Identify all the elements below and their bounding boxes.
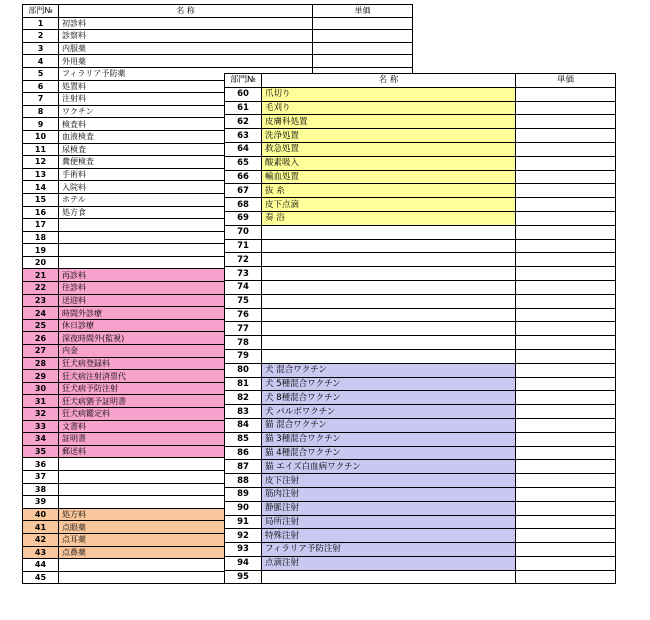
- table-row: [225, 349, 616, 363]
- price-cell: [516, 363, 616, 377]
- price-cell: [516, 101, 616, 115]
- table-row: [225, 377, 616, 391]
- dept-no-cell: 74: [225, 280, 262, 294]
- table-row: [225, 198, 616, 212]
- name-cell: [262, 253, 516, 267]
- dept-no-cell: 1: [23, 17, 59, 30]
- name-cell: 処置料: [59, 80, 313, 93]
- dept-no-cell: 73: [225, 267, 262, 281]
- table-row: [225, 239, 616, 253]
- header-price: 単価: [516, 74, 616, 88]
- name-cell: ワクチン: [59, 105, 313, 118]
- dept-no-cell: 39: [23, 496, 59, 509]
- name-cell: 狂犬病注射済票代: [59, 370, 313, 383]
- price-cell: [313, 17, 413, 30]
- table-row: [225, 184, 616, 198]
- price-cell: [516, 322, 616, 336]
- table-row: [225, 308, 616, 322]
- name-cell: 糞便検査: [59, 156, 313, 169]
- name-cell: 猫 混合ワクチン: [262, 418, 516, 432]
- name-cell: 文書料: [59, 420, 313, 433]
- name-cell: 点鼻薬: [59, 546, 313, 559]
- name-cell: 検査料: [59, 118, 313, 131]
- table-header-row: [225, 74, 616, 88]
- dept-no-cell: 5: [23, 67, 59, 80]
- name-cell: 点眼薬: [59, 521, 313, 534]
- table-row: [225, 432, 616, 446]
- dept-no-cell: 68: [225, 198, 262, 212]
- table-row: [225, 405, 616, 419]
- price-cell: [516, 432, 616, 446]
- dept-no-cell: 28: [23, 357, 59, 370]
- table-row: [225, 487, 616, 501]
- name-cell: 送迎料: [59, 294, 313, 307]
- dept-no-cell: 41: [23, 521, 59, 534]
- dept-no-cell: 90: [225, 501, 262, 515]
- name-cell: [262, 294, 516, 308]
- dept-no-cell: 85: [225, 432, 262, 446]
- table-row: [225, 322, 616, 336]
- price-cell: [516, 460, 616, 474]
- dept-no-cell: 38: [23, 483, 59, 496]
- dept-no-cell: 22: [23, 282, 59, 295]
- table-row: [225, 501, 616, 515]
- name-cell: [262, 308, 516, 322]
- price-cell: [313, 55, 413, 68]
- dept-no-cell: 29: [23, 370, 59, 383]
- dept-no-cell: 43: [23, 546, 59, 559]
- dept-no-cell: 19: [23, 244, 59, 257]
- dept-no-cell: 60: [225, 87, 262, 101]
- dept-no-cell: 69: [225, 211, 262, 225]
- name-cell: 狂犬病鑑定料: [59, 408, 313, 421]
- price-cell: [516, 543, 616, 557]
- dept-no-cell: 91: [225, 515, 262, 529]
- dept-no-cell: 12: [23, 156, 59, 169]
- table-row: [23, 55, 413, 68]
- name-cell: [262, 267, 516, 281]
- dept-no-cell: 62: [225, 115, 262, 129]
- table-row: [225, 253, 616, 267]
- price-cell: [516, 184, 616, 198]
- dept-no-cell: 2: [23, 30, 59, 43]
- dept-no-cell: 6: [23, 80, 59, 93]
- name-cell: 酸素吸入: [262, 156, 516, 170]
- price-cell: [516, 225, 616, 239]
- table-row: [225, 115, 616, 129]
- table-row: [225, 570, 616, 584]
- table-row: [225, 211, 616, 225]
- name-cell: 休日診療: [59, 319, 313, 332]
- table-row: [225, 225, 616, 239]
- name-cell: 手術料: [59, 168, 313, 181]
- name-cell: 局所注射: [262, 515, 516, 529]
- name-cell: 時間外診療: [59, 307, 313, 320]
- price-cell: [516, 253, 616, 267]
- name-cell: [262, 349, 516, 363]
- price-cell: [516, 129, 616, 143]
- dept-no-cell: 25: [23, 319, 59, 332]
- name-cell: 点耳薬: [59, 533, 313, 546]
- table-row: [225, 543, 616, 557]
- table-row: [23, 30, 413, 43]
- table-row: [225, 515, 616, 529]
- dept-no-cell: 13: [23, 168, 59, 181]
- price-cell: [516, 336, 616, 350]
- dept-no-cell: 26: [23, 332, 59, 345]
- name-cell: 初診料: [59, 17, 313, 30]
- name-cell: 猫 3種混合ワクチン: [262, 432, 516, 446]
- name-cell: フィラリア予防薬: [59, 67, 313, 80]
- price-cell: [516, 156, 616, 170]
- name-cell: 注射料: [59, 93, 313, 106]
- table-row: [23, 17, 413, 30]
- table-row: [225, 363, 616, 377]
- price-cell: [313, 42, 413, 55]
- table-row: [23, 42, 413, 55]
- dept-no-cell: 67: [225, 184, 262, 198]
- dept-no-cell: 75: [225, 294, 262, 308]
- header-price: 単価: [313, 5, 413, 18]
- dept-no-cell: 11: [23, 143, 59, 156]
- dept-no-cell: 7: [23, 93, 59, 106]
- header-name: 名 称: [59, 5, 313, 18]
- dept-no-cell: 72: [225, 253, 262, 267]
- dept-no-cell: 30: [23, 382, 59, 395]
- dept-no-cell: 86: [225, 446, 262, 460]
- name-cell: 入院料: [59, 181, 313, 194]
- name-cell: [262, 322, 516, 336]
- table-row: [225, 460, 616, 474]
- name-cell: 特殊注射: [262, 529, 516, 543]
- table-row: [225, 294, 616, 308]
- name-cell: [262, 225, 516, 239]
- name-cell: 点滴注射: [262, 556, 516, 570]
- dept-no-cell: 82: [225, 391, 262, 405]
- name-cell: [262, 336, 516, 350]
- table-row: [225, 280, 616, 294]
- name-cell: フィラリア予防注射: [262, 543, 516, 557]
- price-cell: [516, 529, 616, 543]
- dept-no-cell: 23: [23, 294, 59, 307]
- name-cell: 静脈注射: [262, 501, 516, 515]
- price-cell: [516, 418, 616, 432]
- dept-no-cell: 77: [225, 322, 262, 336]
- name-cell: 再診料: [59, 269, 313, 282]
- dept-no-cell: 14: [23, 181, 59, 194]
- dept-no-cell: 45: [23, 571, 59, 584]
- name-cell: 証明書: [59, 433, 313, 446]
- name-cell: 犬 パルボワクチン: [262, 405, 516, 419]
- dept-no-cell: 9: [23, 118, 59, 131]
- name-cell: 輸血処置: [262, 170, 516, 184]
- name-cell: [262, 239, 516, 253]
- name-cell: [262, 570, 516, 584]
- price-cell: [516, 515, 616, 529]
- name-cell: 内金: [59, 345, 313, 358]
- price-cell: [516, 446, 616, 460]
- table-row: [225, 87, 616, 101]
- dept-no-cell: 35: [23, 445, 59, 458]
- table-row: [225, 418, 616, 432]
- dept-no-cell: 93: [225, 543, 262, 557]
- dept-no-cell: 36: [23, 458, 59, 471]
- dept-no-cell: 20: [23, 256, 59, 269]
- name-cell: 狂犬病登録料: [59, 357, 313, 370]
- table-row: [225, 391, 616, 405]
- dept-no-cell: 18: [23, 231, 59, 244]
- dept-no-cell: 42: [23, 533, 59, 546]
- dept-no-cell: 80: [225, 363, 262, 377]
- name-cell: 猫 4種混合ワクチン: [262, 446, 516, 460]
- name-cell: 皮膚科処置: [262, 115, 516, 129]
- dept-no-cell: 44: [23, 559, 59, 572]
- name-cell: 奏 浴: [262, 211, 516, 225]
- price-cell: [516, 377, 616, 391]
- table-row: [225, 556, 616, 570]
- dept-no-cell: 84: [225, 418, 262, 432]
- dept-no-cell: 76: [225, 308, 262, 322]
- dept-no-cell: 78: [225, 336, 262, 350]
- dept-no-cell: 17: [23, 219, 59, 232]
- header-dept-no: 部門№: [225, 74, 262, 88]
- table-row: [225, 170, 616, 184]
- price-cell: [313, 30, 413, 43]
- dept-no-cell: 33: [23, 420, 59, 433]
- dept-no-cell: 3: [23, 42, 59, 55]
- name-cell: 狂犬病猶予証明書: [59, 395, 313, 408]
- name-cell: 診察料: [59, 30, 313, 43]
- price-cell: [516, 474, 616, 488]
- name-cell: 犬 混合ワクチン: [262, 363, 516, 377]
- price-cell: [516, 501, 616, 515]
- table-row: [225, 142, 616, 156]
- name-cell: 尿検査: [59, 143, 313, 156]
- department-table-2: [224, 73, 615, 584]
- price-cell: [516, 405, 616, 419]
- table-row: [225, 336, 616, 350]
- dept-no-cell: 27: [23, 345, 59, 358]
- dept-no-cell: 71: [225, 239, 262, 253]
- price-cell: [516, 487, 616, 501]
- table-header-row: [23, 5, 413, 18]
- dept-no-cell: 70: [225, 225, 262, 239]
- name-cell: 深夜時間外(監視): [59, 332, 313, 345]
- table-row: [225, 529, 616, 543]
- price-cell: [516, 294, 616, 308]
- name-cell: 筋肉注射: [262, 487, 516, 501]
- name-cell: 抜 糸: [262, 184, 516, 198]
- name-cell: ホテル: [59, 193, 313, 206]
- dept-no-cell: 10: [23, 130, 59, 143]
- name-cell: 狂犬病予防注射: [59, 382, 313, 395]
- name-cell: 内服薬: [59, 42, 313, 55]
- dept-no-cell: 66: [225, 170, 262, 184]
- dept-no-cell: 87: [225, 460, 262, 474]
- name-cell: 爪切り: [262, 87, 516, 101]
- dept-no-cell: 79: [225, 349, 262, 363]
- dept-no-cell: 21: [23, 269, 59, 282]
- name-cell: 血液検査: [59, 130, 313, 143]
- price-cell: [516, 115, 616, 129]
- table-row: [225, 474, 616, 488]
- name-cell: 外用薬: [59, 55, 313, 68]
- dept-no-cell: 8: [23, 105, 59, 118]
- name-cell: 救急処置: [262, 142, 516, 156]
- name-cell: 洗浄処置: [262, 129, 516, 143]
- price-cell: [516, 87, 616, 101]
- table-row: [225, 101, 616, 115]
- table-row: [225, 446, 616, 460]
- dept-no-cell: 64: [225, 142, 262, 156]
- dept-no-cell: 95: [225, 570, 262, 584]
- dept-no-cell: 63: [225, 129, 262, 143]
- price-cell: [516, 349, 616, 363]
- header-dept-no: 部門№: [23, 5, 59, 18]
- table-row: [225, 156, 616, 170]
- price-cell: [516, 239, 616, 253]
- price-cell: [516, 267, 616, 281]
- price-cell: [516, 198, 616, 212]
- table-row: [225, 129, 616, 143]
- price-cell: [516, 170, 616, 184]
- name-cell: 毛刈り: [262, 101, 516, 115]
- price-cell: [516, 211, 616, 225]
- dept-no-cell: 15: [23, 193, 59, 206]
- dept-no-cell: 89: [225, 487, 262, 501]
- price-cell: [516, 142, 616, 156]
- name-cell: 皮下点滴: [262, 198, 516, 212]
- name-cell: 処方料: [59, 508, 313, 521]
- price-cell: [516, 280, 616, 294]
- dept-no-cell: 65: [225, 156, 262, 170]
- price-cell: [516, 570, 616, 584]
- dept-no-cell: 61: [225, 101, 262, 115]
- name-cell: 郵送料: [59, 445, 313, 458]
- name-cell: 処方食: [59, 206, 313, 219]
- name-cell: 往診料: [59, 282, 313, 295]
- name-cell: 皮下注射: [262, 474, 516, 488]
- dept-no-cell: 88: [225, 474, 262, 488]
- dept-no-cell: 94: [225, 556, 262, 570]
- dept-no-cell: 40: [23, 508, 59, 521]
- name-cell: 猫 エイズ白血病ワクチン: [262, 460, 516, 474]
- dept-no-cell: 83: [225, 405, 262, 419]
- dept-no-cell: 24: [23, 307, 59, 320]
- header-name: 名 称: [262, 74, 516, 88]
- dept-no-cell: 81: [225, 377, 262, 391]
- price-cell: [516, 556, 616, 570]
- dept-no-cell: 92: [225, 529, 262, 543]
- table-row: [225, 267, 616, 281]
- dept-no-cell: 31: [23, 395, 59, 408]
- dept-no-cell: 34: [23, 433, 59, 446]
- name-cell: [262, 280, 516, 294]
- dept-no-cell: 32: [23, 408, 59, 421]
- price-cell: [516, 308, 616, 322]
- dept-no-cell: 16: [23, 206, 59, 219]
- name-cell: 犬 5種混合ワクチン: [262, 377, 516, 391]
- dept-no-cell: 4: [23, 55, 59, 68]
- price-cell: [516, 391, 616, 405]
- name-cell: 犬 8種混合ワクチン: [262, 391, 516, 405]
- dept-no-cell: 37: [23, 470, 59, 483]
